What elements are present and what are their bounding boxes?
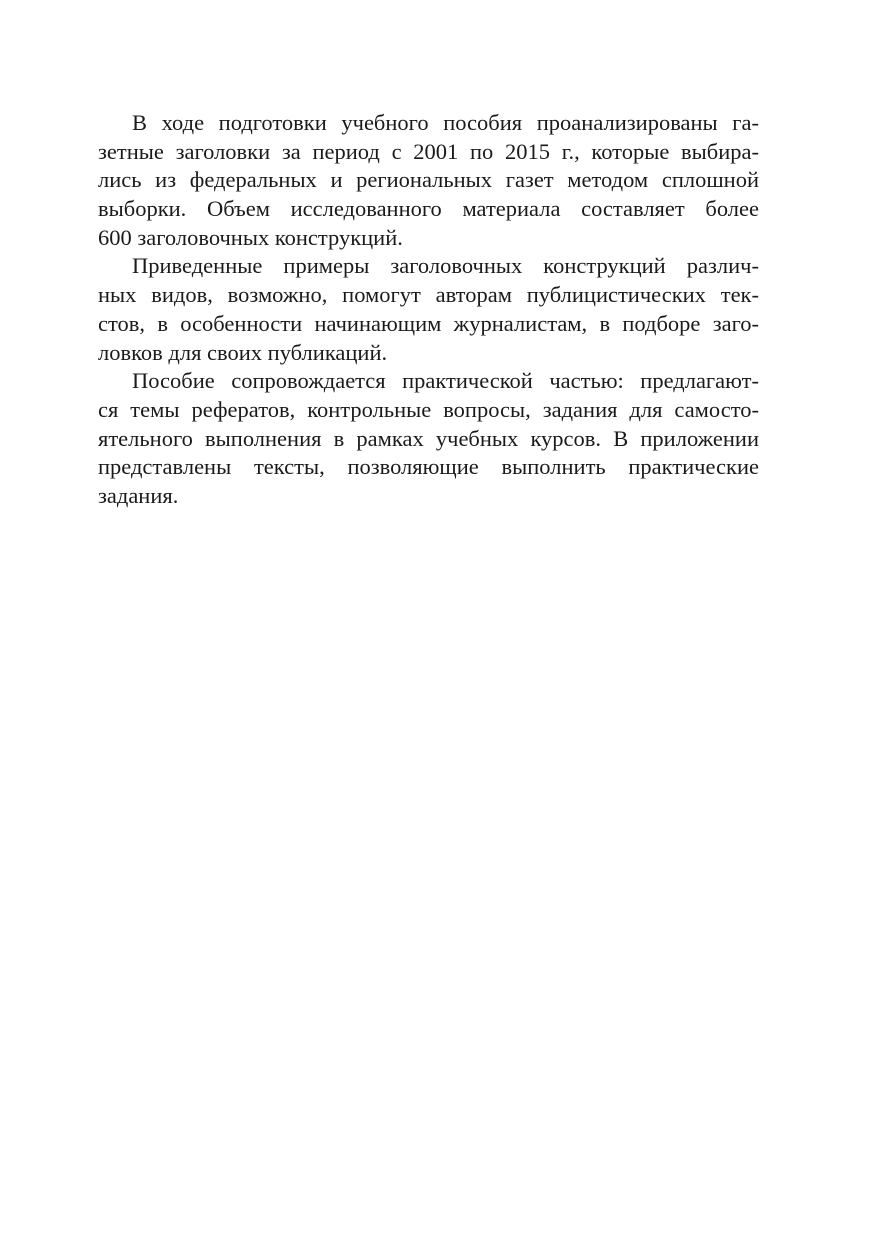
text-line: ятельного выполнения в рамках учебных курсов. В приложении [98,425,759,451]
text-line: выборки. Объем исследованного материала составляет более [98,196,759,222]
text-line: Пособие сопровождается практической частью: предлагают- [132,368,759,394]
text-line: стов, в особенности начинающим журналистам, в подборе заго- [98,310,759,336]
paragraph-1 [98,109,759,252]
text-line: зетные заголовки за период с 2001 по 2015 г., которые выбира- [98,138,759,164]
text-line: В ходе подготовки учебного пособия проанализированы га- [132,110,759,135]
text-line: лись из федеральных и региональных газет методом сплошной [98,167,759,193]
text-line: ловков для своих публикаций. [98,339,388,365]
text-line: представлены тексты, позволяющие выполнить практические [98,454,759,480]
paragraph-2 [98,252,759,367]
body-text [98,109,759,511]
text-line: 600 заголовочных конструкций. [98,224,403,250]
text-line: Приведенные примеры заголовочных конструкций различ- [132,253,759,279]
text-line: задания. [98,482,179,508]
text-line: ных видов, возможно, помогут авторам публицистических тек- [98,282,759,308]
paragraph-3 [98,367,759,510]
text-line: ся темы рефератов, контрольные вопросы, задания для самосто- [98,396,759,422]
